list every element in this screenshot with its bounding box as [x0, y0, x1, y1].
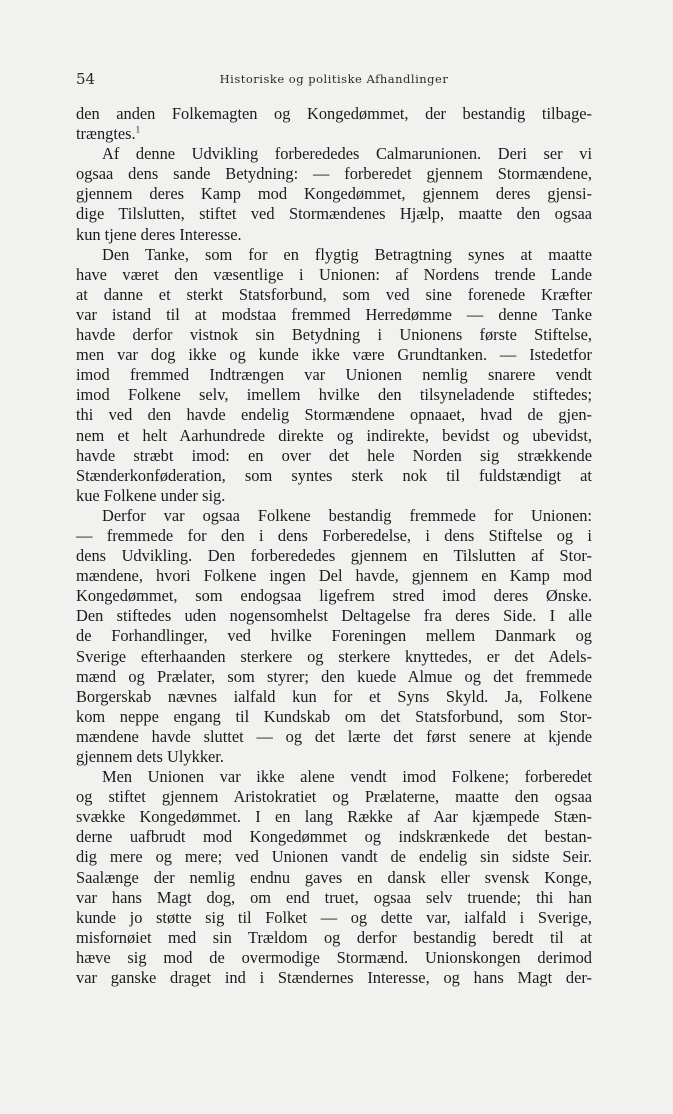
body-text: [76, 104, 592, 988]
text-line: gjennem deres Kamp mod Kongedømmet, gjennem deres gjensi-: [76, 184, 592, 204]
text-line: havde derfor vistnok sin Betydning i Unionens første Stiftelse,: [76, 325, 592, 345]
text-line: nem et helt Aarhundrede direkte og indirekte, bevidst og ubevidst,: [76, 425, 592, 445]
text-line: var hans Magt dog, om end truet, ogsaa selv truende; thi han: [76, 887, 592, 907]
text-line: svække Kongedømmet. I en lang Række af Aar kjæmpede Stæn-: [76, 807, 592, 827]
text-line: gjennem dets Ulykker.: [76, 747, 224, 766]
text-line: ogsaa dens sande Betydning: — forberedet gjennem Stormændene,: [76, 164, 592, 184]
text-line: have været den væsentlige i Unionen: af Nordens trende Lande: [76, 264, 592, 284]
text-line: misfornøiet med sin Trældom og derfor bestandig beredt til at: [76, 927, 592, 947]
text-line: thi ved den havde endelig Stormændene opnaaet, hvad de gjen-: [76, 405, 592, 425]
text-line: havde stræbt imod: en over det hele Norden sig strækkende: [76, 445, 592, 465]
text-line: hæve sig mod de overmodige Stormænd. Unionskongen derimod: [76, 947, 592, 967]
text-line: og stiftet gjennem Aristokratiet og Prælaterne, maatte den ogsaa: [76, 787, 592, 807]
text-line: Kongedømmet, som endogsaa ligefrem stred imod deres Ønske.: [76, 586, 592, 606]
page-number: 54: [76, 70, 96, 88]
text-line: kunde jo støtte sig til Folket — og dette var, ialfald i Sverige,: [76, 907, 592, 927]
text-line: Men Unionen var ikke alene vendt imod Folkene; forberedet: [102, 767, 592, 787]
page-header: [76, 70, 592, 90]
text-line: Sverige efterhaanden sterkere og sterkere knyttedes, er det Adels-: [76, 646, 592, 666]
text-line: Af denne Udvikling forberededes Calmarunionen. Deri ser vi: [102, 144, 592, 164]
text-line: mænd og Prælater, som styrer; den kuede Almue og det fremmede: [76, 666, 592, 686]
text-line: derne uafbrudt mod Kongedømmet og indskrænkede det bestan-: [76, 827, 592, 847]
footnote-marker: 1: [135, 124, 141, 135]
text-line: imod Folkene selv, imellem hvilke den tilsyneladende stiftedes;: [76, 385, 592, 405]
text-line: Den stiftedes uden nogensomhelst Deltagelse fra deres Side. I alle: [76, 606, 592, 626]
text-line: Saalænge der nemlig endnu gaves en dansk eller svensk Konge,: [76, 867, 592, 887]
text-line: at danne et sterkt Statsforbund, som ved sine forenede Kræfter: [76, 284, 592, 304]
text-line: var ganske draget ind i Stændernes Interesse, og hans Magt der-: [76, 968, 592, 988]
running-title: Historiske og politiske Afhandlinger: [219, 72, 449, 86]
text-line: kom neppe engang til Kundskab om det Statsforbund, som Stor-: [76, 706, 592, 726]
text-line: dige Tilslutten, stiftet ved Stormændenes Hjælp, maatte den ogsaa: [76, 204, 592, 224]
text-line: Den Tanke, som for en flygtig Betragtning synes at maatte: [102, 244, 592, 264]
text-line: de Forhandlinger, ved hvilke Foreningen mellem Danmark og: [76, 626, 592, 646]
text-line: kun tjene deres Interesse.: [76, 224, 242, 244]
text-line: trængtes.$^1$: [76, 124, 141, 144]
text-line: den anden Folkemagten og Kongedømmet, der bestandig tilbage-: [76, 104, 592, 123]
text-line: var istand til at modstaa fremmed Herredømme — denne Tanke: [76, 304, 592, 324]
text-line: imod fremmed Indtrængen var Unionen nemlig snarere vendt: [76, 365, 592, 385]
text-line: mændene havde sluttet — og det lærte det først senere at kjende: [76, 726, 592, 746]
text-line: dens Udvikling. Den forberededes gjennem en Tilslutten af Stor-: [76, 546, 592, 566]
text-line: men var dog ikke og kunde ikke være Grundtanken. — Istedetfor: [76, 345, 592, 365]
text-line: dig mere og mere; ved Unionen vandt de endelig sin sidste Seir.: [76, 847, 592, 867]
text-line: mændene, hvori Folkene ingen Del havde, gjennem en Kamp mod: [76, 566, 592, 586]
text-line: kue Folkene under sig.: [76, 485, 226, 505]
text-line: — fremmede for den i dens Forberedelse, i dens Stiftelse og i: [76, 525, 592, 545]
text-line: Stænderkonføderation, som syntes sterk nok til fuldstændigt at: [76, 465, 592, 485]
text-line: Borgerskab nævnes ialfald kun for et Syns Skyld. Ja, Folkene: [76, 686, 592, 706]
text-line: Derfor var ogsaa Folkene bestandig fremmede for Unionen:: [102, 505, 592, 525]
